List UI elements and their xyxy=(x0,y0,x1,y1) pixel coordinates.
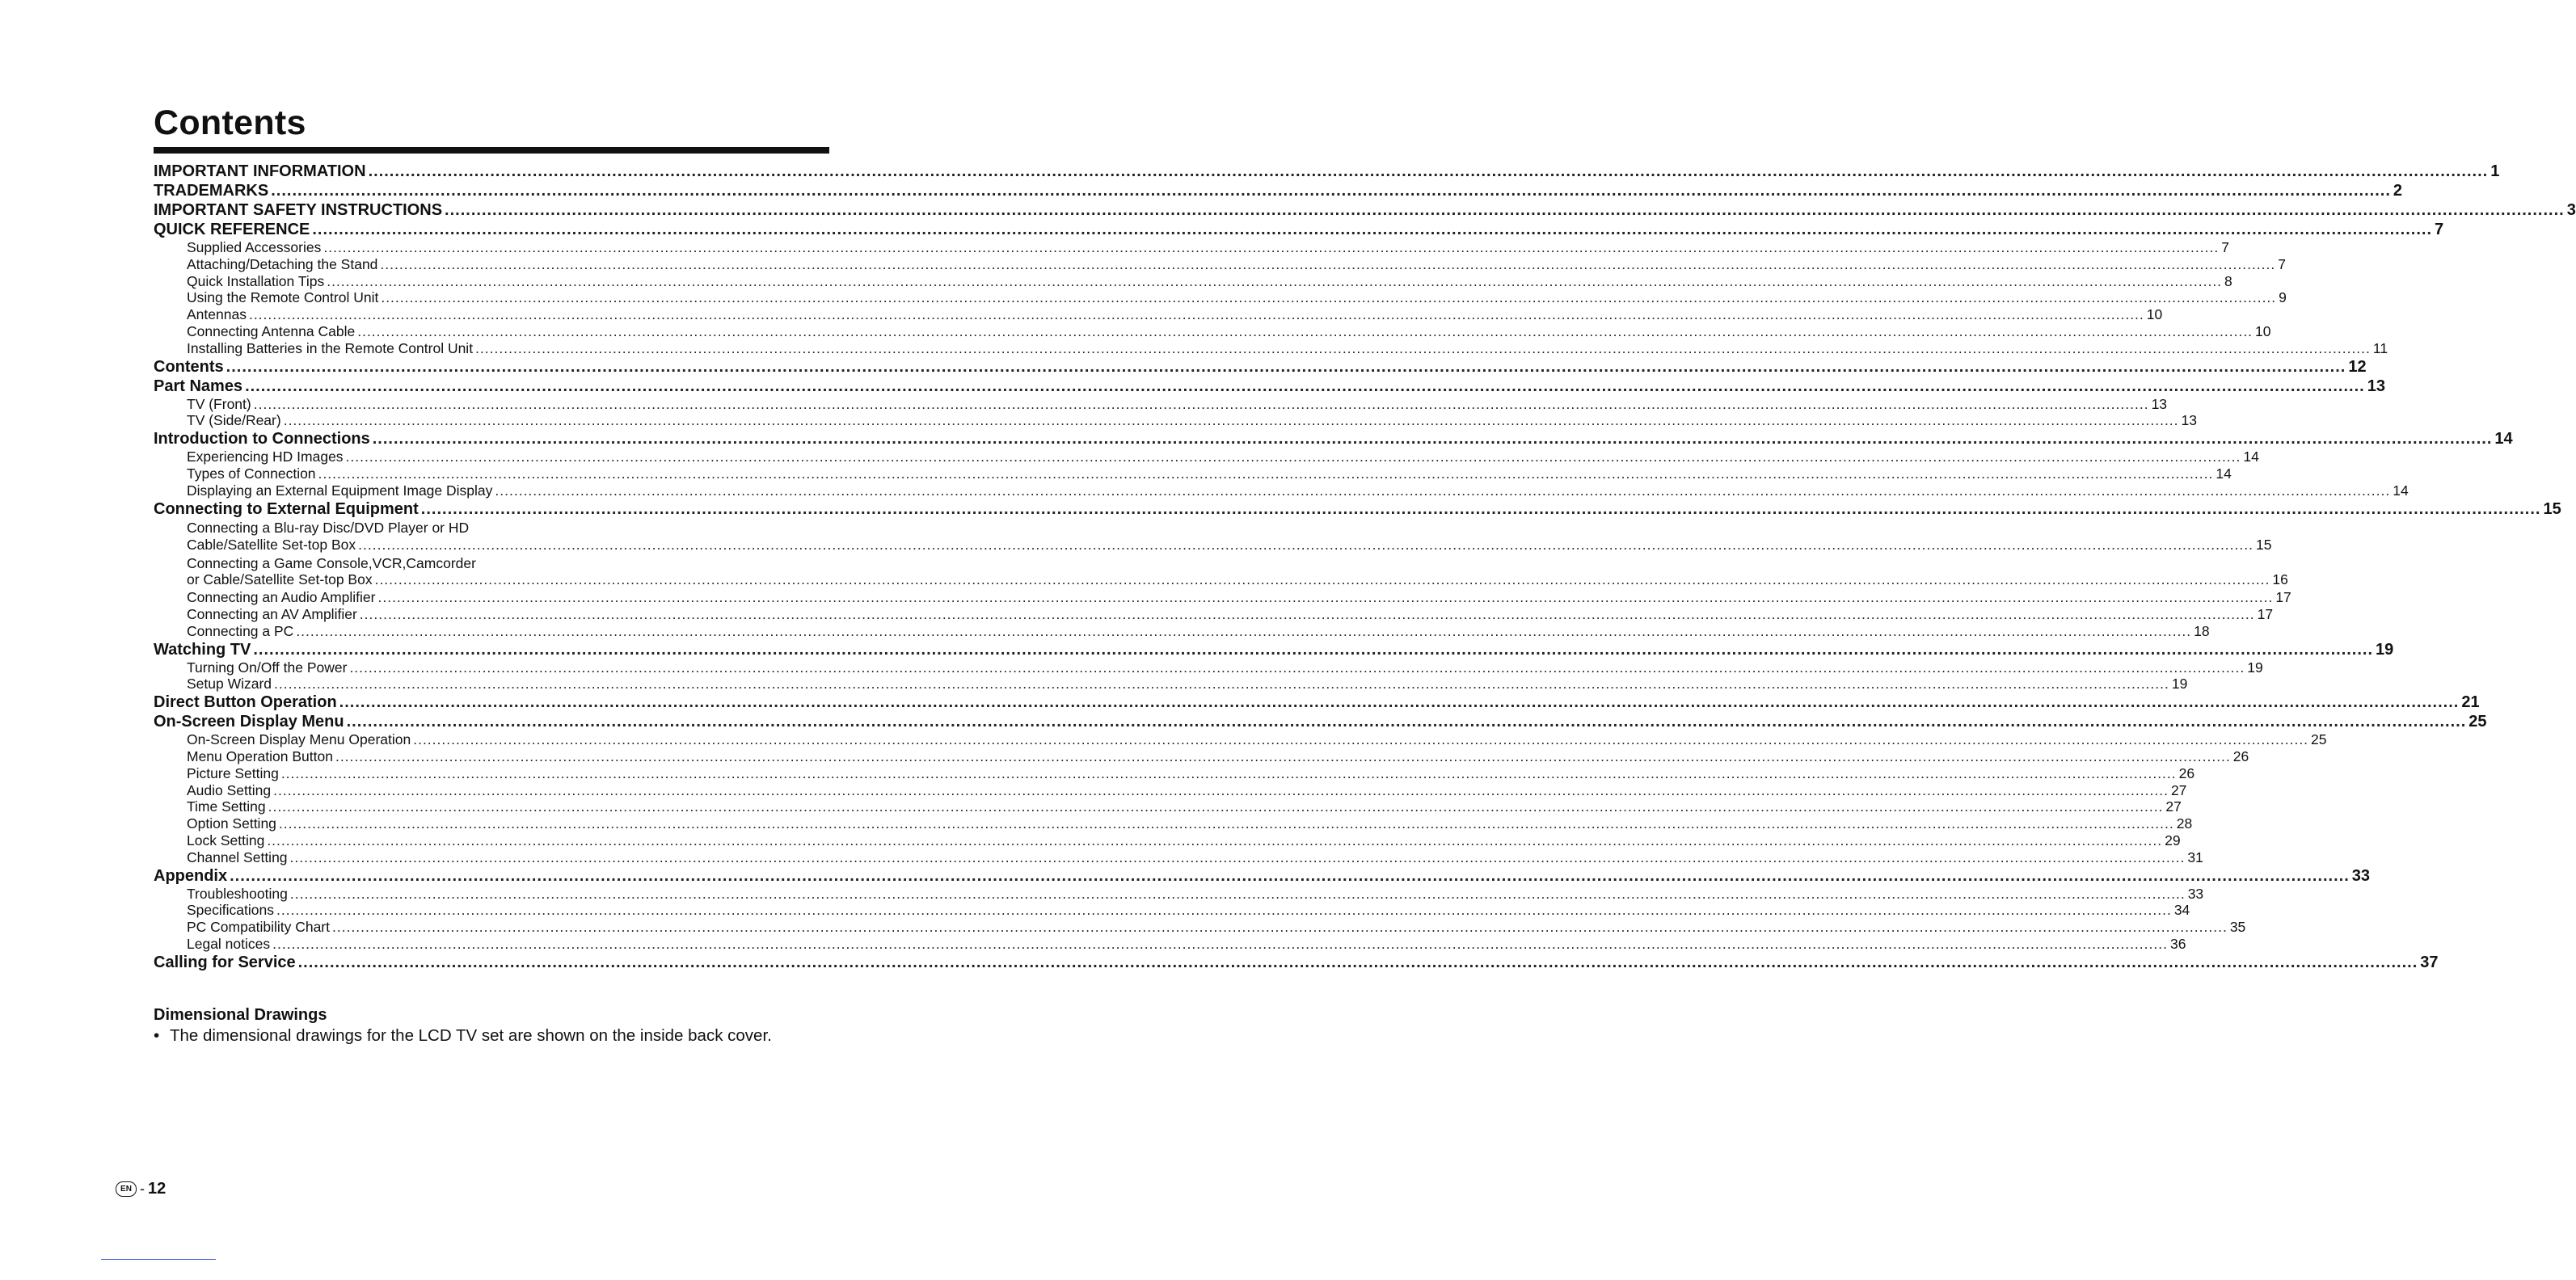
toc-entry-label: Lock Setting xyxy=(187,832,265,848)
toc-dot-leader: ................................................................................................................................................................................................................................................................................................................................................................................................................ xyxy=(374,571,2270,588)
toc-entry-label: On-Screen Display Menu xyxy=(154,713,344,731)
toc-entry-page: 10 xyxy=(2255,322,2271,339)
toc-entry-label: Appendix xyxy=(154,866,228,885)
toc-entry-label: Using the Remote Control Unit xyxy=(187,289,379,306)
toc-entry-page: 19 xyxy=(2171,676,2188,693)
toc-section-entry xyxy=(154,499,2561,519)
toc-dot-leader: ................................................................................................................................................................................................................................................................................................................................................................................................................ xyxy=(274,676,2169,693)
toc-entry-label: Connecting a Game Console,VCR,Camcorder xyxy=(187,554,476,571)
toc-subsection-entry xyxy=(154,731,2327,748)
dimensional-drawings-text: The dimensional drawings for the LCD TV set are shown on the inside back cover. xyxy=(170,1026,772,1045)
toc-subsection-entry xyxy=(154,322,2271,340)
toc-dot-leader: ................................................................................................................................................................................................................................................................................................................................................................................................................ xyxy=(420,499,2541,518)
toc-entry-page: 13 xyxy=(2181,412,2197,429)
toc-section-entry xyxy=(154,200,2576,220)
toc-entry-page: 33 xyxy=(2187,885,2204,902)
toc-section-entry xyxy=(154,866,2371,886)
bullet-glyph: • xyxy=(154,1026,160,1045)
toc-entry-page: 36 xyxy=(2169,935,2186,952)
toc-dot-leader: ................................................................................................................................................................................................................................................................................................................................................................................................................ xyxy=(276,902,2172,919)
link-underline xyxy=(101,1259,216,1260)
toc-subsection-entry xyxy=(154,589,2291,606)
toc-subsection-entry xyxy=(154,676,2188,693)
toc-entry-page: 27 xyxy=(2165,798,2182,815)
toc-entry-page: 1 xyxy=(2490,162,2500,180)
toc-dot-leader: ................................................................................................................................................................................................................................................................................................................................................................................................................ xyxy=(273,781,2169,798)
toc-entry-page: 14 xyxy=(2393,482,2409,499)
toc-dot-leader: ................................................................................................................................................................................................................................................................................................................................................................................................................ xyxy=(272,935,2168,952)
toc-dot-leader: ................................................................................................................................................................................................................................................................................................................................................................................................................ xyxy=(413,731,2309,748)
toc-entry-label: Types of Connection xyxy=(187,465,316,482)
toc-entry-page: 18 xyxy=(2194,622,2210,639)
toc-entry-page: 11 xyxy=(2372,339,2388,356)
footer-page-number: 12 xyxy=(148,1180,167,1198)
toc-entry-page: 25 xyxy=(2468,713,2487,731)
title-rule xyxy=(154,147,829,154)
toc-dot-leader: ................................................................................................................................................................................................................................................................................................................................................................................................................ xyxy=(357,322,2253,339)
page-footer xyxy=(116,1180,166,1198)
toc-dot-leader: ................................................................................................................................................................................................................................................................................................................................................................................................................ xyxy=(230,866,2350,885)
toc-dot-leader: ................................................................................................................................................................................................................................................................................................................................................................................................................ xyxy=(253,640,2374,659)
toc-subsection-entry xyxy=(154,448,2259,465)
toc-entry-page: 37 xyxy=(2420,953,2439,971)
toc-entry-page: 14 xyxy=(2216,465,2232,482)
toc-dot-leader: ................................................................................................................................................................................................................................................................................................................................................................................................................ xyxy=(323,239,2220,255)
toc-subsection-entry xyxy=(154,935,2186,953)
toc-entry-page: 26 xyxy=(2178,764,2195,781)
toc-entry-page: 15 xyxy=(2255,536,2272,553)
toc-dot-leader: ................................................................................................................................................................................................................................................................................................................................................................................................................ xyxy=(339,693,2460,712)
toc-entry-page: 3 xyxy=(2566,201,2576,219)
toc-subsection-entry xyxy=(154,289,2287,306)
toc-entry-page: 17 xyxy=(2275,589,2291,606)
toc-entry-page: 13 xyxy=(2367,377,2385,395)
toc-section-entry xyxy=(154,953,2439,972)
toc-dot-leader: ................................................................................................................................................................................................................................................................................................................................................................................................................ xyxy=(226,357,2346,376)
toc-entry-page: 13 xyxy=(2151,395,2168,412)
toc-dot-leader: ................................................................................................................................................................................................................................................................................................................................................................................................................ xyxy=(248,306,2144,323)
toc-subsection-entry xyxy=(154,536,2272,554)
toc-dot-leader: ................................................................................................................................................................................................................................................................................................................................................................................................................ xyxy=(289,885,2186,902)
footer-separator: - xyxy=(140,1181,145,1197)
toc-entry-page: 7 xyxy=(2221,239,2229,255)
toc-dot-leader: ................................................................................................................................................................................................................................................................................................................................................................................................................ xyxy=(327,272,2223,289)
toc-subsection-entry xyxy=(154,848,2203,866)
toc-entry-label: Troubleshooting xyxy=(187,885,288,902)
toc-entry-page: 31 xyxy=(2187,848,2203,865)
toc-dot-leader: ................................................................................................................................................................................................................................................................................................................................................................................................................ xyxy=(268,798,2164,815)
toc-entry-label: Connecting an Audio Amplifier xyxy=(187,589,376,606)
toc-entry-page: 25 xyxy=(2311,731,2327,748)
toc-entry-page: 14 xyxy=(2494,430,2513,448)
toc-entry-page: 7 xyxy=(2435,221,2444,238)
toc-dot-leader: ................................................................................................................................................................................................................................................................................................................................................................................................................ xyxy=(381,289,2277,306)
toc-dot-leader: ................................................................................................................................................................................................................................................................................................................................................................................................................ xyxy=(245,377,2365,395)
toc-entry-label: QUICK REFERENCE xyxy=(154,221,310,238)
toc-entry-label: Cable/Satellite Set-top Box xyxy=(187,536,356,553)
table-of-contents xyxy=(154,162,2576,972)
toc-subsection-entry xyxy=(154,255,2286,273)
toc-entry-label: Experiencing HD Images xyxy=(187,448,344,465)
toc-subsection-entry xyxy=(154,919,2246,936)
toc-entry-page: 9 xyxy=(2279,289,2287,306)
toc-entry-label: Channel Setting xyxy=(187,848,288,865)
toc-dot-leader: ................................................................................................................................................................................................................................................................................................................................................................................................................ xyxy=(346,713,2467,731)
toc-entry-page: 19 xyxy=(2376,640,2394,659)
toc-section-entry xyxy=(154,429,2513,448)
toc-entry-label: Picture Setting xyxy=(187,764,279,781)
toc-entry-label: Connecting an AV Amplifier xyxy=(187,605,357,622)
toc-entry-label: TRADEMARKS xyxy=(154,182,269,200)
toc-entry-label: Connecting a Blu-ray Disc/DVD Player or HD xyxy=(187,519,470,536)
toc-dot-leader: ................................................................................................................................................................................................................................................................................................................................................................................................................ xyxy=(283,412,2179,429)
toc-subsection-entry xyxy=(154,272,2232,290)
toc-entry-label: Part Names xyxy=(154,377,243,395)
toc-dot-leader: ................................................................................................................................................................................................................................................................................................................................................................................................................ xyxy=(253,395,2149,412)
toc-subsection-entry xyxy=(154,781,2187,799)
dimensional-drawings-note xyxy=(154,1026,772,1046)
toc-subsection-entry xyxy=(154,832,2181,849)
toc-entry-page: 7 xyxy=(2278,255,2286,272)
toc-section-entry xyxy=(154,712,2487,731)
toc-dot-leader: ................................................................................................................................................................................................................................................................................................................................................................................................................ xyxy=(296,622,2192,639)
toc-entry-page: 26 xyxy=(2232,747,2249,764)
toc-subsection-entry xyxy=(154,395,2168,413)
toc-section-entry xyxy=(154,220,2444,239)
toc-dot-leader: ................................................................................................................................................................................................................................................................................................................................................................................................................ xyxy=(335,747,2231,764)
toc-section-entry xyxy=(154,693,2480,712)
toc-entry-label: Supplied Accessories xyxy=(187,239,322,255)
toc-subsection-entry xyxy=(154,519,829,537)
toc-subsection-entry xyxy=(154,412,2197,429)
toc-subsection-entry xyxy=(154,622,2210,640)
toc-dot-leader: ................................................................................................................................................................................................................................................................................................................................................................................................................ xyxy=(475,339,2371,356)
toc-entry-page: 35 xyxy=(2229,919,2246,936)
toc-subsection-entry xyxy=(154,747,2249,765)
toc-subsection-entry xyxy=(154,339,2388,357)
toc-dot-leader: ................................................................................................................................................................................................................................................................................................................................................................................................................ xyxy=(349,659,2245,676)
toc-section-entry xyxy=(154,357,2367,377)
toc-entry-page: 14 xyxy=(2243,448,2259,465)
toc-subsection-entry xyxy=(154,815,2193,832)
toc-subsection-entry xyxy=(154,798,2182,815)
toc-entry-label: Antennas xyxy=(187,306,247,323)
toc-subsection-entry xyxy=(154,605,2274,623)
toc-subsection-entry xyxy=(154,306,2163,323)
toc-subsection-entry xyxy=(154,482,2409,499)
toc-entry-label: Displaying an External Equipment Image Display xyxy=(187,482,493,499)
toc-entry-page: 17 xyxy=(2257,605,2274,622)
toc-subsection-entry xyxy=(154,902,2190,919)
toc-entry-label: Contents xyxy=(154,357,224,376)
toc-dot-leader: ................................................................................................................................................................................................................................................................................................................................................................................................................ xyxy=(372,430,2493,448)
toc-entry-page: 2 xyxy=(2393,182,2402,200)
toc-entry-page: 27 xyxy=(2170,781,2187,798)
toc-dot-leader: ................................................................................................................................................................................................................................................................................................................................................................................................................ xyxy=(359,605,2255,622)
toc-section-entry xyxy=(154,377,2385,396)
toc-section-entry xyxy=(154,162,2500,181)
toc-entry-label: Connecting a PC xyxy=(187,622,294,639)
toc-entry-label: IMPORTANT INFORMATION xyxy=(154,162,366,180)
toc-dot-leader: ................................................................................................................................................................................................................................................................................................................................................................................................................ xyxy=(318,465,2214,482)
toc-entry-page: 21 xyxy=(2461,693,2480,712)
toc-dot-leader: ................................................................................................................................................................................................................................................................................................................................................................................................................ xyxy=(380,255,2276,272)
page-title: Contents xyxy=(154,103,306,142)
toc-entry-label: On-Screen Display Menu Operation xyxy=(187,731,411,748)
toc-entry-label: IMPORTANT SAFETY INSTRUCTIONS xyxy=(154,201,443,219)
toc-subsection-entry xyxy=(154,764,2195,782)
toc-entry-label: Introduction to Connections xyxy=(154,430,370,448)
toc-entry-page: 16 xyxy=(2272,571,2288,588)
toc-entry-page: 28 xyxy=(2176,815,2193,832)
toc-subsection-entry xyxy=(154,554,829,571)
toc-entry-label: TV (Side/Rear) xyxy=(187,412,281,429)
toc-entry-label: Audio Setting xyxy=(187,781,272,798)
toc-entry-page: 12 xyxy=(2348,357,2367,376)
dimensional-drawings-heading: Dimensional Drawings xyxy=(154,1006,327,1024)
toc-entry-label: Quick Installation Tips xyxy=(187,272,325,289)
toc-dot-leader: ................................................................................................................................................................................................................................................................................................................................................................................................................ xyxy=(312,221,2433,238)
toc-subsection-entry xyxy=(154,239,2229,256)
toc-entry-label: Setup Wizard xyxy=(187,676,272,693)
toc-entry-page: 34 xyxy=(2173,902,2190,919)
toc-entry-label: Direct Button Operation xyxy=(154,693,337,712)
toc-entry-label: Connecting Antenna Cable xyxy=(187,322,356,339)
toc-entry-page: 33 xyxy=(2351,866,2371,885)
toc-entry-label: Installing Batteries in the Remote Control Unit xyxy=(187,339,474,356)
toc-section-entry xyxy=(154,181,2402,200)
toc-entry-label: TV (Front) xyxy=(187,395,251,412)
toc-entry-label: or Cable/Satellite Set-top Box xyxy=(187,571,373,588)
toc-entry-page: 15 xyxy=(2543,499,2561,518)
toc-entry-label: Legal notices xyxy=(187,935,271,952)
toc-subsection-entry xyxy=(154,571,2288,588)
toc-entry-label: Option Setting xyxy=(187,815,276,832)
toc-entry-label: Attaching/Detaching the Stand xyxy=(187,255,378,272)
toc-entry-page: 10 xyxy=(2146,306,2163,323)
toc-entry-label: PC Compatibility Chart xyxy=(187,919,330,936)
toc-entry-label: Time Setting xyxy=(187,798,266,815)
toc-dot-leader: ................................................................................................................................................................................................................................................................................................................................................................................................................ xyxy=(267,832,2163,848)
toc-dot-leader: ................................................................................................................................................................................................................................................................................................................................................................................................................ xyxy=(332,919,2228,936)
toc-dot-leader: ................................................................................................................................................................................................................................................................................................................................................................................................................ xyxy=(445,201,2565,219)
toc-entry-page: 19 xyxy=(2247,659,2263,676)
toc-dot-leader: ................................................................................................................................................................................................................................................................................................................................................................................................................ xyxy=(377,589,2274,606)
toc-dot-leader: ................................................................................................................................................................................................................................................................................................................................................................................................................ xyxy=(278,815,2174,832)
toc-section-entry xyxy=(154,640,2394,659)
toc-dot-leader: ................................................................................................................................................................................................................................................................................................................................................................................................................ xyxy=(271,182,2391,200)
toc-dot-leader: ................................................................................................................................................................................................................................................................................................................................................................................................................ xyxy=(358,536,2253,553)
toc-entry-page: 8 xyxy=(2224,272,2232,289)
language-badge-icon: EN xyxy=(116,1181,137,1197)
toc-entry-label: Watching TV xyxy=(154,640,251,659)
toc-subsection-entry xyxy=(154,465,2232,482)
toc-dot-leader: ................................................................................................................................................................................................................................................................................................................................................................................................................ xyxy=(280,764,2177,781)
toc-entry-label: Calling for Service xyxy=(154,953,296,971)
toc-entry-label: Menu Operation Button xyxy=(187,747,333,764)
toc-entry-page: 29 xyxy=(2165,832,2181,848)
toc-entry-label: Connecting to External Equipment xyxy=(154,499,419,518)
toc-subsection-entry xyxy=(154,659,2263,676)
toc-entry-label: Turning On/Off the Power xyxy=(187,659,348,676)
toc-dot-leader: ................................................................................................................................................................................................................................................................................................................................................................................................................ xyxy=(495,482,2391,499)
toc-dot-leader: ................................................................................................................................................................................................................................................................................................................................................................................................................ xyxy=(289,848,2186,865)
toc-subsection-entry xyxy=(154,885,2204,903)
toc-dot-leader: ................................................................................................................................................................................................................................................................................................................................................................................................................ xyxy=(345,448,2241,465)
toc-entry-label: Specifications xyxy=(187,902,274,919)
toc-dot-leader: ................................................................................................................................................................................................................................................................................................................................................................................................................ xyxy=(297,953,2418,971)
toc-dot-leader: ................................................................................................................................................................................................................................................................................................................................................................................................................ xyxy=(368,162,2489,180)
